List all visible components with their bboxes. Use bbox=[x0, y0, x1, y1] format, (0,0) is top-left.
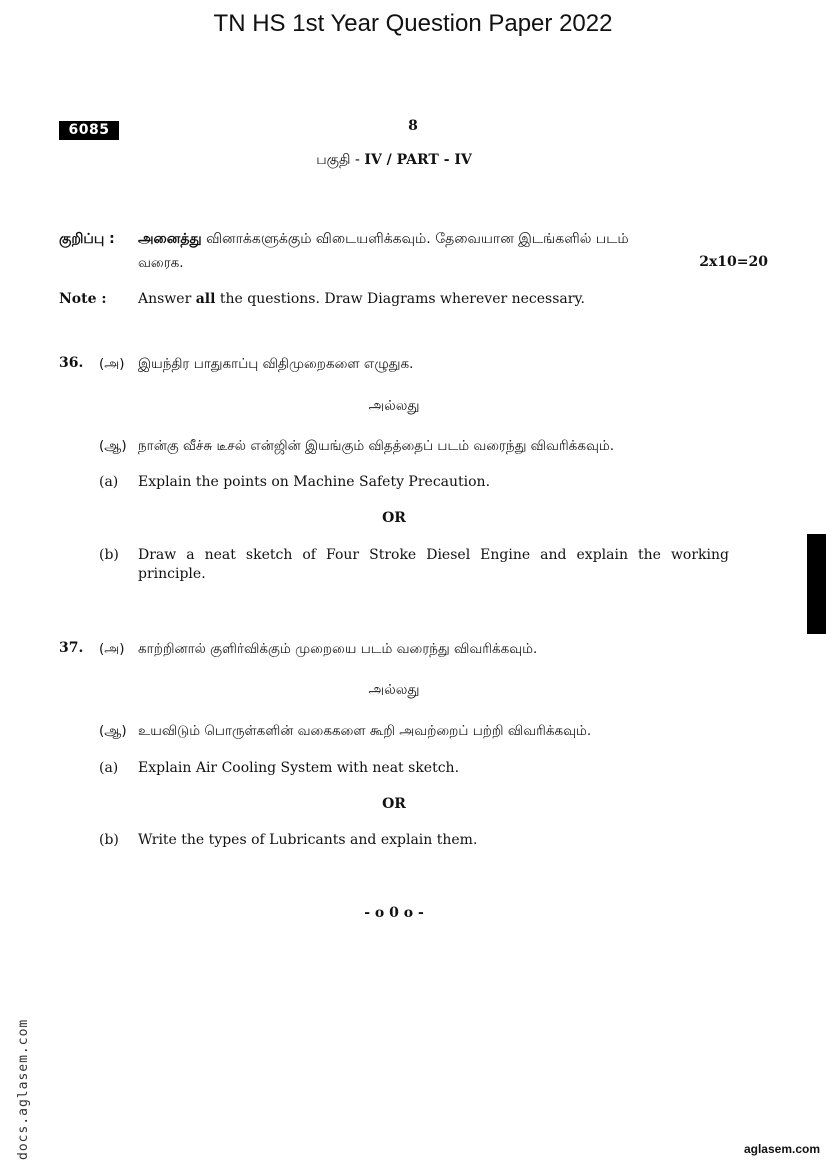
end-mark: - o 0 o - bbox=[364, 905, 424, 921]
or-tamil: அல்லது bbox=[368, 682, 420, 698]
english-note-post: the questions. Draw Diagrams wherever necessary. bbox=[215, 291, 585, 307]
question-number: 36. bbox=[59, 355, 84, 371]
marks-label: 2x10=20 bbox=[699, 254, 768, 270]
page-title: TN HS 1st Year Question Paper 2022 bbox=[213, 10, 613, 37]
question-b-tamil: உயவிடும் பொருள்களின் வகைகளை கூறி அவற்றைப் பற்றி விவரிக்கவும். bbox=[138, 723, 592, 739]
english-note-bold: all bbox=[195, 291, 216, 307]
question-a-label: (a) bbox=[99, 474, 119, 490]
question-b-english-line2: principle. bbox=[138, 566, 206, 582]
question-a-tamil-label: (அ) bbox=[99, 641, 125, 657]
question-b-english-line1: Draw a neat sketch of Four Stroke Diesel Engine and explain the working bbox=[138, 547, 729, 563]
question-a-english: Explain Air Cooling System with neat sketch. bbox=[138, 760, 460, 776]
footer-brand: aglasem.com bbox=[743, 1142, 820, 1156]
question-a-tamil: காற்றினால் குளிர்விக்கும் முறையை படம் வரைந்து விவரிக்கவும். bbox=[138, 641, 538, 657]
question-a-tamil: இயந்திர பாதுகாப்பு விதிமுறைகளை எழுதுக. bbox=[138, 356, 414, 372]
question-b-label: (b) bbox=[99, 832, 119, 848]
side-thumb-bar bbox=[807, 534, 826, 634]
english-note-label: Note : bbox=[59, 291, 107, 307]
question-b-tamil-label: (ஆ) bbox=[99, 723, 127, 739]
or-english: OR bbox=[382, 510, 406, 526]
tamil-note-label: குறிப்பு : bbox=[59, 231, 115, 247]
tamil-note-line1 bbox=[138, 231, 738, 249]
tamil-note-line2: வரைக. bbox=[138, 255, 184, 271]
question-a-english: Explain the points on Machine Safety Precaution. bbox=[138, 474, 491, 490]
part-heading-tamil: பகுதி - bbox=[316, 152, 365, 168]
or-english: OR bbox=[382, 796, 406, 812]
part-heading bbox=[0, 152, 788, 170]
tamil-note-bold: அனைத்து bbox=[138, 231, 202, 247]
question-a-label: (a) bbox=[99, 760, 119, 776]
question-b-english: Write the types of Lubricants and explain them. bbox=[138, 832, 478, 848]
english-note-pre: Answer bbox=[138, 291, 196, 307]
page-number: 8 bbox=[408, 118, 418, 134]
watermark-text: docs.aglasem.com bbox=[16, 1018, 31, 1160]
question-number: 37. bbox=[59, 640, 84, 656]
question-b-tamil: நான்கு வீச்சு டீசல் என்ஜின் இயங்கும் விதத்தைப் படம் வரைந்து விவரிக்கவும். bbox=[138, 438, 615, 454]
question-b-tamil-label: (ஆ) bbox=[99, 438, 127, 454]
question-b-label: (b) bbox=[99, 547, 119, 563]
part-heading-english: IV / PART - IV bbox=[364, 152, 472, 168]
question-a-tamil-label: (அ) bbox=[99, 356, 125, 372]
english-note-text bbox=[138, 291, 585, 307]
or-tamil: அல்லது bbox=[368, 398, 420, 414]
tamil-note-text: வினாக்களுக்கும் விடையளிக்கவும். தேவையான இடங்களில் படம் bbox=[201, 231, 629, 247]
paper-code-badge: 6085 bbox=[59, 121, 119, 140]
